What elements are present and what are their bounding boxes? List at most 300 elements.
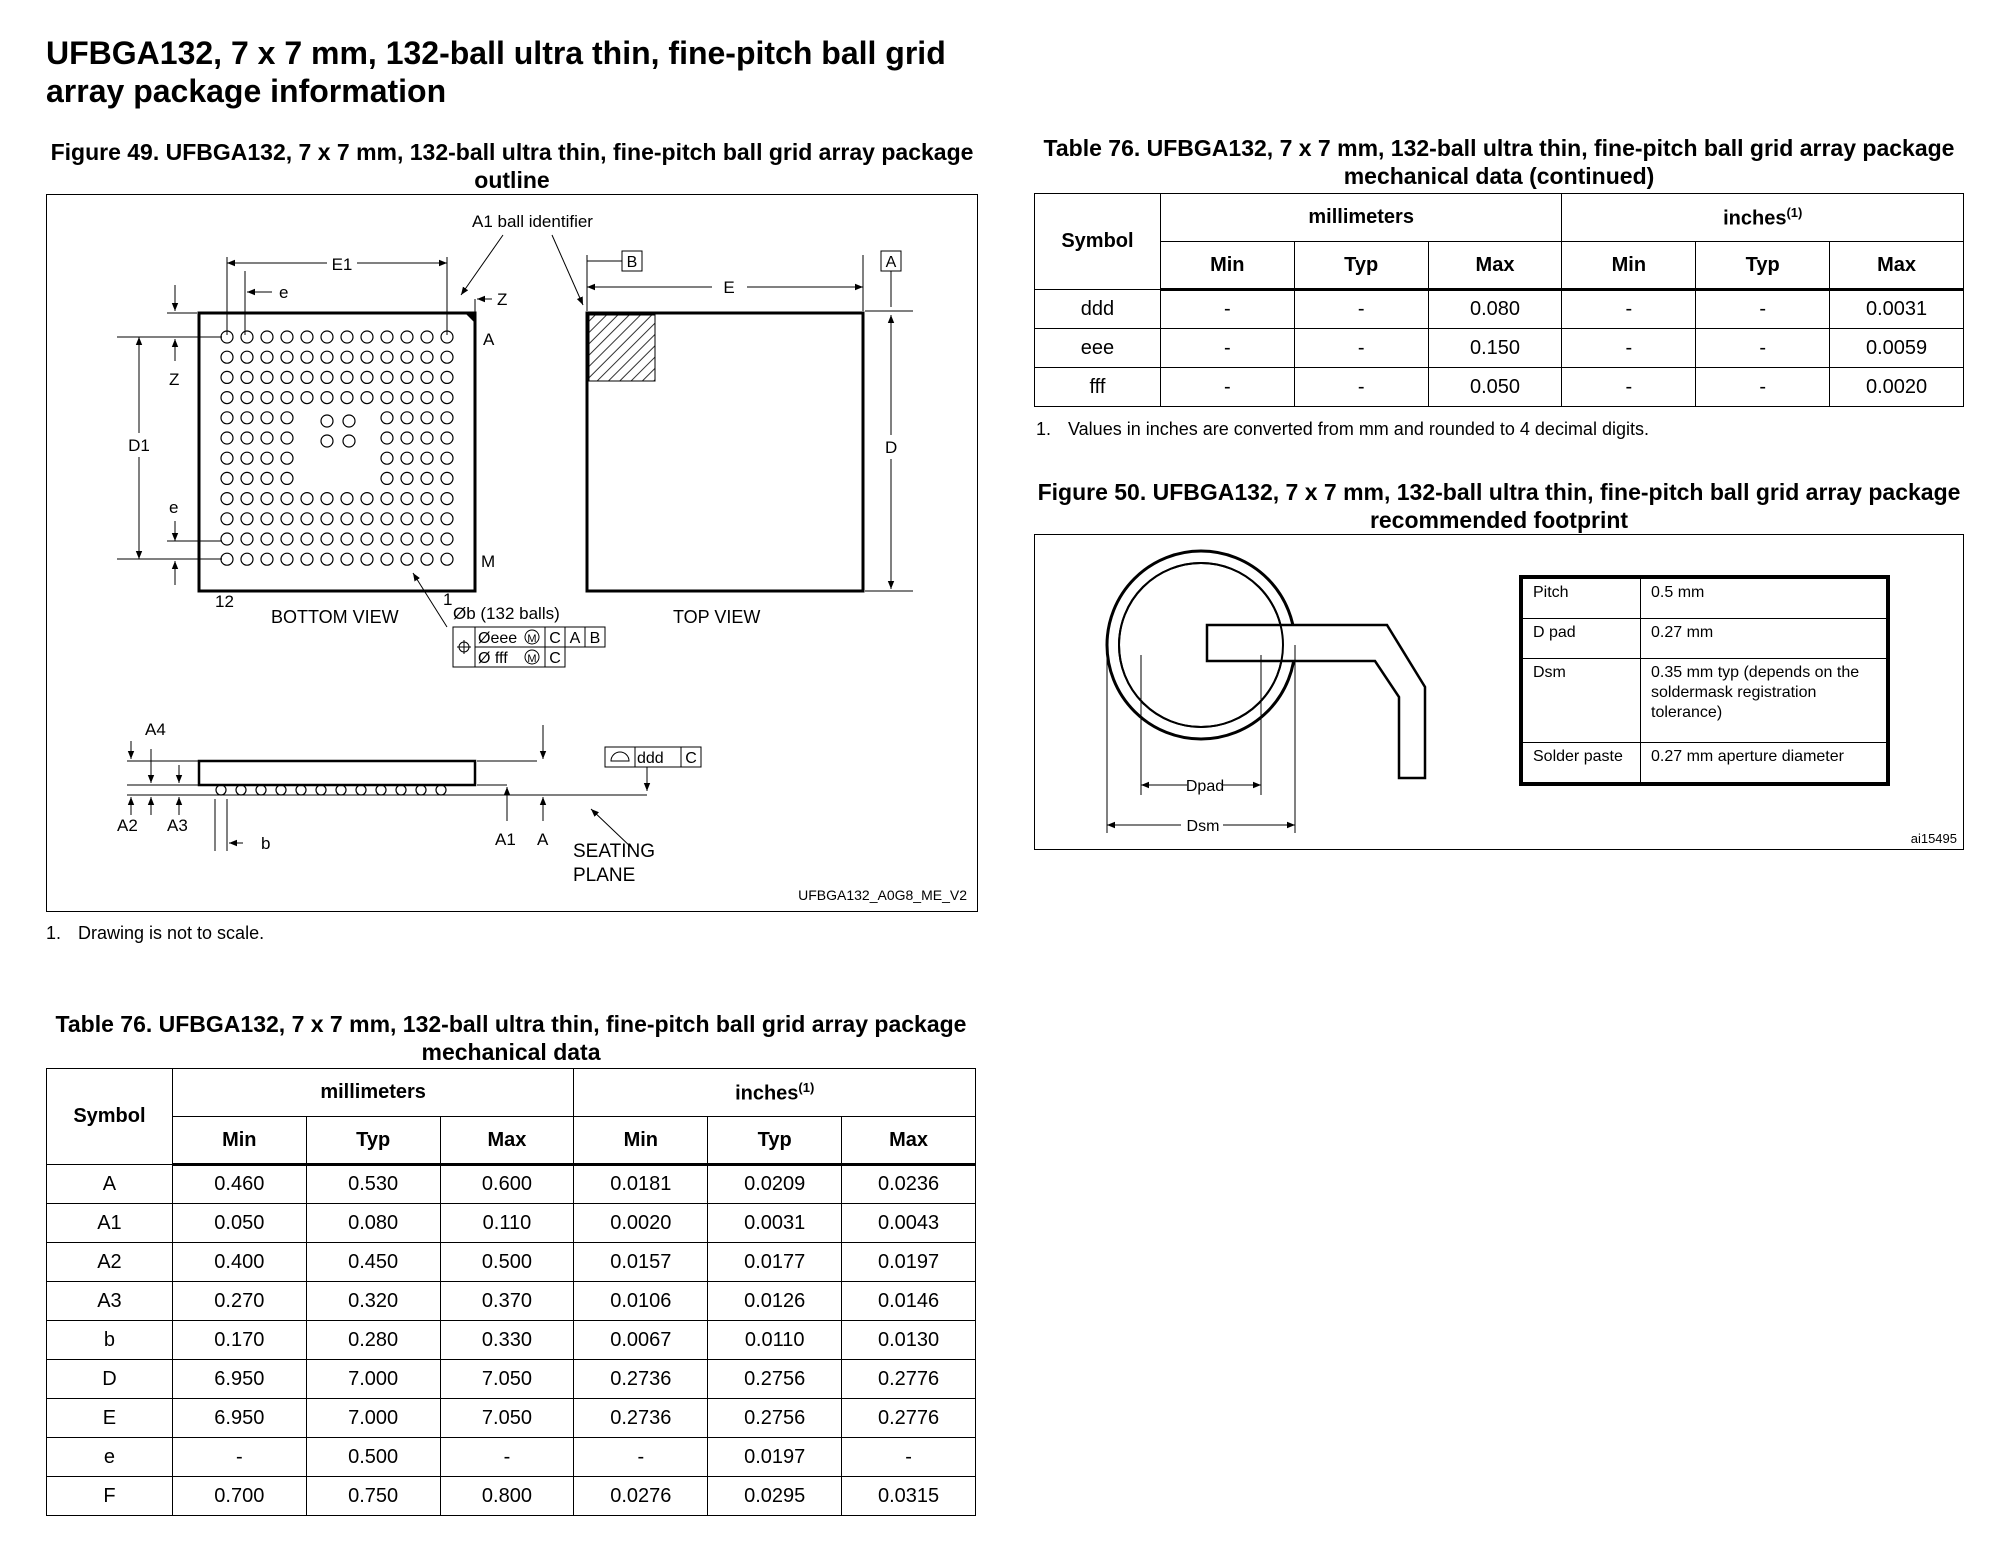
- drawing-id-49: UFBGA132_A0G8_ME_V2: [798, 887, 967, 903]
- label-dpad: Dpad: [1185, 778, 1225, 795]
- table-row: [47, 1399, 976, 1438]
- figure-49-caption: Figure 49. UFBGA132, 7 x 7 mm, 132-ball ultra thin, fine-pitch ball grid array package outline: [50, 139, 974, 193]
- col-mm-max-cont: Max: [1428, 242, 1562, 290]
- value-cell: 0.2756: [708, 1399, 842, 1438]
- label-tol-fff: Ø fff: [478, 650, 508, 667]
- ball: [321, 371, 333, 383]
- value-cell: 0.2776: [842, 1399, 976, 1438]
- value-cell: -: [1562, 368, 1696, 407]
- value-cell: 0.700: [172, 1477, 306, 1516]
- ball: [281, 493, 293, 505]
- ball: [341, 553, 353, 565]
- value-cell: 0.450: [306, 1243, 440, 1282]
- ball: [221, 371, 233, 383]
- fp-pitch-value: 0.5 mm: [1641, 579, 1887, 619]
- label-a-side: A: [537, 830, 549, 849]
- ball: [321, 392, 333, 404]
- ball: [261, 513, 273, 525]
- col-mm-min-cont: Min: [1160, 242, 1294, 290]
- table-76-body: [47, 1165, 976, 1516]
- symbol-cell: eee: [1035, 329, 1161, 368]
- value-cell: 0.080: [1428, 290, 1562, 329]
- side-ball: [416, 785, 426, 795]
- ball: [221, 472, 233, 484]
- ball: [321, 513, 333, 525]
- ball: [421, 452, 433, 464]
- value-cell: -: [1562, 290, 1696, 329]
- table-row: [47, 1321, 976, 1360]
- col-millimeters-cont: millimeters: [1160, 194, 1562, 242]
- value-cell: -: [1696, 290, 1830, 329]
- package-outline-svg: [47, 195, 977, 911]
- note-number-cont: 1.: [1036, 419, 1052, 439]
- ball: [401, 392, 413, 404]
- ball: [301, 493, 313, 505]
- ball: [261, 392, 273, 404]
- label-ddd: ddd: [637, 750, 664, 767]
- ball: [381, 432, 393, 444]
- side-ball: [236, 785, 246, 795]
- table-76-continued-body: [1035, 290, 1964, 407]
- ball: [361, 392, 373, 404]
- note-text-cont: Values in inches are converted from mm and rounded to 4 decimal digits.: [1068, 419, 1649, 439]
- ball: [421, 351, 433, 363]
- value-cell: -: [1160, 368, 1294, 407]
- fp-dpad-label: D pad: [1523, 619, 1641, 659]
- ball: [261, 331, 273, 343]
- ball: [281, 452, 293, 464]
- label-tol-eee: Øeee: [478, 630, 518, 647]
- ball: [241, 513, 253, 525]
- value-cell: 0.0315: [842, 1477, 976, 1516]
- value-cell: -: [1294, 290, 1428, 329]
- drawing-id-50: ai15495: [1910, 831, 1957, 846]
- label-e1: E1: [331, 255, 353, 274]
- side-ball: [396, 785, 406, 795]
- table-row: [47, 1204, 976, 1243]
- ball: [221, 412, 233, 424]
- ball: [421, 412, 433, 424]
- col-mm-typ-cont: Typ: [1294, 242, 1428, 290]
- ball: [441, 472, 453, 484]
- ball: [341, 513, 353, 525]
- value-cell: 0.0059: [1830, 329, 1964, 368]
- label-a3: A3: [167, 816, 188, 835]
- value-cell: 0.170: [172, 1321, 306, 1360]
- ball: [361, 533, 373, 545]
- ball: [401, 493, 413, 505]
- ball: [241, 371, 253, 383]
- ball: [321, 553, 333, 565]
- ball: [441, 452, 453, 464]
- ball: [401, 553, 413, 565]
- ball: [261, 472, 273, 484]
- value-cell: 0.0110: [708, 1321, 842, 1360]
- value-cell: 0.0067: [574, 1321, 708, 1360]
- ball: [321, 351, 333, 363]
- ball: [321, 331, 333, 343]
- value-cell: 0.0177: [708, 1243, 842, 1282]
- table-row: [1035, 368, 1964, 407]
- value-cell: 7.050: [440, 1360, 574, 1399]
- page-heading: UFBGA132, 7 x 7 mm, 132-ball ultra thin, fine-pitch ball grid array package information: [46, 35, 946, 109]
- side-ball: [356, 785, 366, 795]
- ball: [401, 513, 413, 525]
- ball: [281, 513, 293, 525]
- col-in-min: Min: [574, 1117, 708, 1165]
- value-cell: 0.0126: [708, 1282, 842, 1321]
- ball: [421, 432, 433, 444]
- ball: [381, 331, 393, 343]
- symbol-cell: F: [47, 1477, 173, 1516]
- ball: [421, 533, 433, 545]
- label-plane: PLANE: [573, 865, 636, 886]
- ball: [381, 452, 393, 464]
- label-col-12: 12: [215, 592, 234, 611]
- side-view-body: [199, 761, 475, 785]
- ball: [441, 533, 453, 545]
- label-seating: SEATING: [573, 841, 655, 862]
- label-datum-b: B: [626, 254, 638, 271]
- value-cell: 0.2756: [708, 1360, 842, 1399]
- ball: [241, 533, 253, 545]
- table-row: [47, 1360, 976, 1399]
- value-cell: -: [1696, 329, 1830, 368]
- value-cell: 0.150: [1428, 329, 1562, 368]
- ball: [401, 533, 413, 545]
- value-cell: -: [1294, 329, 1428, 368]
- value-cell: 0.0236: [842, 1165, 976, 1204]
- value-cell: 0.050: [172, 1204, 306, 1243]
- figure-50-caption: Figure 50. UFBGA132, 7 x 7 mm, 132-ball ultra thin, fine-pitch ball grid array package recommended footprint: [1037, 479, 1961, 533]
- value-cell: 0.080: [306, 1204, 440, 1243]
- side-balls: [216, 785, 446, 795]
- side-ball: [296, 785, 306, 795]
- ball: [381, 412, 393, 424]
- ball: [281, 331, 293, 343]
- ball: [421, 513, 433, 525]
- label-ddd-ref: C: [685, 750, 697, 767]
- col-in-typ-cont: Typ: [1696, 242, 1830, 290]
- side-ball: [216, 785, 226, 795]
- ball-grid: [221, 331, 453, 565]
- value-cell: 0.0106: [574, 1282, 708, 1321]
- value-cell: -: [574, 1438, 708, 1477]
- value-cell: 0.0197: [708, 1438, 842, 1477]
- ball: [381, 371, 393, 383]
- ball: [241, 553, 253, 565]
- ball: [321, 415, 333, 427]
- figure-49-drawing: [46, 194, 978, 912]
- ball: [241, 432, 253, 444]
- label-col-1: 1: [443, 590, 453, 609]
- value-cell: 0.500: [306, 1438, 440, 1477]
- ball: [241, 392, 253, 404]
- ball: [343, 435, 355, 447]
- value-cell: 0.0197: [842, 1243, 976, 1282]
- ball: [341, 392, 353, 404]
- label-d: D: [885, 438, 898, 457]
- ball: [361, 493, 373, 505]
- value-cell: 0.530: [306, 1165, 440, 1204]
- label-dsm: Dsm: [1186, 818, 1220, 835]
- fp-solder-paste-label: Solder paste: [1523, 743, 1641, 783]
- table-row: [1035, 290, 1964, 329]
- col-inches-cont: inches$^{(1)}$: [1562, 194, 1964, 242]
- value-cell: 0.0031: [1830, 290, 1964, 329]
- ball: [261, 533, 273, 545]
- ball: [261, 351, 273, 363]
- ball: [281, 371, 293, 383]
- value-cell: 0.460: [172, 1165, 306, 1204]
- ball: [401, 412, 413, 424]
- ball: [441, 371, 453, 383]
- ball: [301, 392, 313, 404]
- ball: [301, 533, 313, 545]
- table-76: [46, 1068, 976, 1516]
- ball: [441, 493, 453, 505]
- ball: [221, 452, 233, 464]
- ball: [241, 331, 253, 343]
- ball: [241, 412, 253, 424]
- ball: [361, 331, 373, 343]
- ball: [301, 331, 313, 343]
- ball: [341, 371, 353, 383]
- ball: [441, 351, 453, 363]
- table-row: [47, 1477, 976, 1516]
- col-in-max-cont: Max: [1830, 242, 1964, 290]
- ball: [281, 472, 293, 484]
- symbol-cell: A3: [47, 1282, 173, 1321]
- fp-dpad-value: 0.27 mm: [1641, 619, 1887, 659]
- value-cell: -: [1160, 290, 1294, 329]
- value-cell: 0.0043: [842, 1204, 976, 1243]
- ball: [421, 553, 433, 565]
- value-cell: 0.0295: [708, 1477, 842, 1516]
- figure-49-note: [46, 922, 264, 944]
- ball: [441, 553, 453, 565]
- ball: [401, 331, 413, 343]
- table-76-caption: Table 76. UFBGA132, 7 x 7 mm, 132-ball ultra thin, fine-pitch ball grid array package mechanical data: [55, 1011, 967, 1065]
- col-mm-min: Min: [172, 1117, 306, 1165]
- label-a4: A4: [145, 720, 166, 739]
- label-tol-ref-c: C: [549, 630, 561, 647]
- table-row: [1035, 329, 1964, 368]
- symbol-cell: e: [47, 1438, 173, 1477]
- value-cell: 0.0181: [574, 1165, 708, 1204]
- value-cell: 0.600: [440, 1165, 574, 1204]
- label-a1-ball-identifier: A1 ball identifier: [472, 212, 593, 231]
- ball: [301, 513, 313, 525]
- value-cell: 0.0031: [708, 1204, 842, 1243]
- value-cell: 0.370: [440, 1282, 574, 1321]
- table-76-note: [1036, 418, 1649, 440]
- value-cell: 0.110: [440, 1204, 574, 1243]
- ball: [421, 331, 433, 343]
- label-z-left: Z: [169, 370, 180, 389]
- label-a1: A1: [495, 830, 516, 849]
- value-cell: -: [842, 1438, 976, 1477]
- label-e-left: e: [169, 498, 179, 517]
- ball: [241, 351, 253, 363]
- col-inches: inches$^{(1)}$: [574, 1069, 976, 1117]
- side-ball: [256, 785, 266, 795]
- ball: [261, 432, 273, 444]
- col-symbol-cont: Symbol: [1035, 194, 1161, 290]
- ball: [301, 351, 313, 363]
- value-cell: 0.330: [440, 1321, 574, 1360]
- value-cell: 0.2736: [574, 1399, 708, 1438]
- ball: [321, 533, 333, 545]
- table-row: [47, 1165, 976, 1204]
- ball: [361, 553, 373, 565]
- label-e-big: E: [723, 278, 735, 297]
- label-bottom-view: BOTTOM VIEW: [271, 607, 399, 627]
- label-tol-fff-m: M: [527, 653, 537, 665]
- value-cell: -: [1696, 368, 1830, 407]
- ball: [241, 452, 253, 464]
- ball: [401, 432, 413, 444]
- ball: [441, 392, 453, 404]
- value-cell: 0.0276: [574, 1477, 708, 1516]
- label-b-side: b: [261, 834, 271, 853]
- symbol-cell: b: [47, 1321, 173, 1360]
- ball: [381, 472, 393, 484]
- label-z-top: Z: [497, 290, 508, 309]
- ball: [241, 493, 253, 505]
- label-datum-a: A: [885, 254, 897, 271]
- ball: [261, 371, 273, 383]
- symbol-cell: fff: [1035, 368, 1161, 407]
- ball: [281, 392, 293, 404]
- value-cell: 7.000: [306, 1360, 440, 1399]
- symbol-cell: A2: [47, 1243, 173, 1282]
- ball: [381, 533, 393, 545]
- value-cell: -: [172, 1438, 306, 1477]
- col-mm-max: Max: [440, 1117, 574, 1165]
- label-e-top: e: [279, 283, 289, 302]
- value-cell: 0.0020: [574, 1204, 708, 1243]
- label-row-a: A: [483, 330, 495, 349]
- symbol-cell: A: [47, 1165, 173, 1204]
- ball: [361, 513, 373, 525]
- table-76-continued-caption: Table 76. UFBGA132, 7 x 7 mm, 132-ball ultra thin, fine-pitch ball grid array package mechanical data (continued): [1043, 135, 1955, 189]
- label-d1: D1: [128, 436, 150, 455]
- label-tol-eee-m: M: [527, 633, 537, 645]
- ball: [221, 351, 233, 363]
- ball: [221, 553, 233, 565]
- value-cell: 0.280: [306, 1321, 440, 1360]
- value-cell: 0.270: [172, 1282, 306, 1321]
- ball: [341, 493, 353, 505]
- ball: [361, 351, 373, 363]
- ball: [421, 472, 433, 484]
- ball: [341, 533, 353, 545]
- col-mm-typ: Typ: [306, 1117, 440, 1165]
- value-cell: 0.2776: [842, 1360, 976, 1399]
- value-cell: 7.050: [440, 1399, 574, 1438]
- fp-solder-paste-value: 0.27 mm aperture diameter: [1641, 743, 1887, 783]
- value-cell: 0.0157: [574, 1243, 708, 1282]
- ball: [401, 371, 413, 383]
- label-tol2-ref-c: C: [549, 650, 561, 667]
- label-top-view: TOP VIEW: [673, 607, 761, 627]
- col-in-max: Max: [842, 1117, 976, 1165]
- symbol-cell: A1: [47, 1204, 173, 1243]
- value-cell: 0.800: [440, 1477, 574, 1516]
- label-tol-ref-b: B: [589, 630, 601, 647]
- label-row-m: M: [481, 552, 496, 571]
- ball: [281, 412, 293, 424]
- side-ball: [436, 785, 446, 795]
- value-cell: 6.950: [172, 1399, 306, 1438]
- side-ball: [376, 785, 386, 795]
- table-row: [47, 1243, 976, 1282]
- side-ball: [316, 785, 326, 795]
- ball: [221, 392, 233, 404]
- value-cell: 0.750: [306, 1477, 440, 1516]
- ball: [241, 472, 253, 484]
- ball: [401, 351, 413, 363]
- ball: [421, 371, 433, 383]
- table-76-continued: [1034, 193, 1964, 407]
- ball: [343, 415, 355, 427]
- ball: [221, 493, 233, 505]
- fp-dsm-value: 0.35 mm typ (depends on the soldermask registration tolerance): [1641, 659, 1887, 743]
- value-cell: 0.0020: [1830, 368, 1964, 407]
- ball: [281, 553, 293, 565]
- ball: [221, 533, 233, 545]
- side-ball: [336, 785, 346, 795]
- ball: [301, 553, 313, 565]
- ball: [341, 331, 353, 343]
- ball: [381, 513, 393, 525]
- value-cell: 0.400: [172, 1243, 306, 1282]
- note-number: 1.: [46, 923, 62, 943]
- ball: [281, 351, 293, 363]
- side-ball: [276, 785, 286, 795]
- bottom-view-body: [199, 313, 475, 591]
- value-cell: 6.950: [172, 1360, 306, 1399]
- ball: [381, 493, 393, 505]
- ball: [441, 513, 453, 525]
- table-row: [47, 1282, 976, 1321]
- symbol-cell: ddd: [1035, 290, 1161, 329]
- ball: [321, 435, 333, 447]
- ball: [261, 553, 273, 565]
- symbol-cell: D: [47, 1360, 173, 1399]
- ball: [221, 513, 233, 525]
- value-cell: 7.000: [306, 1399, 440, 1438]
- ball: [441, 412, 453, 424]
- value-cell: -: [440, 1438, 574, 1477]
- ball: [261, 493, 273, 505]
- ball: [381, 553, 393, 565]
- value-cell: -: [1294, 368, 1428, 407]
- ball: [401, 452, 413, 464]
- col-symbol: Symbol: [47, 1069, 173, 1165]
- ball: [421, 493, 433, 505]
- col-millimeters: millimeters: [172, 1069, 573, 1117]
- ball: [301, 371, 313, 383]
- fp-pitch-label: Pitch: [1523, 579, 1641, 619]
- value-cell: 0.0209: [708, 1165, 842, 1204]
- col-in-min-cont: Min: [1562, 242, 1696, 290]
- ball: [381, 351, 393, 363]
- ball: [261, 452, 273, 464]
- ball: [441, 432, 453, 444]
- ball: [321, 493, 333, 505]
